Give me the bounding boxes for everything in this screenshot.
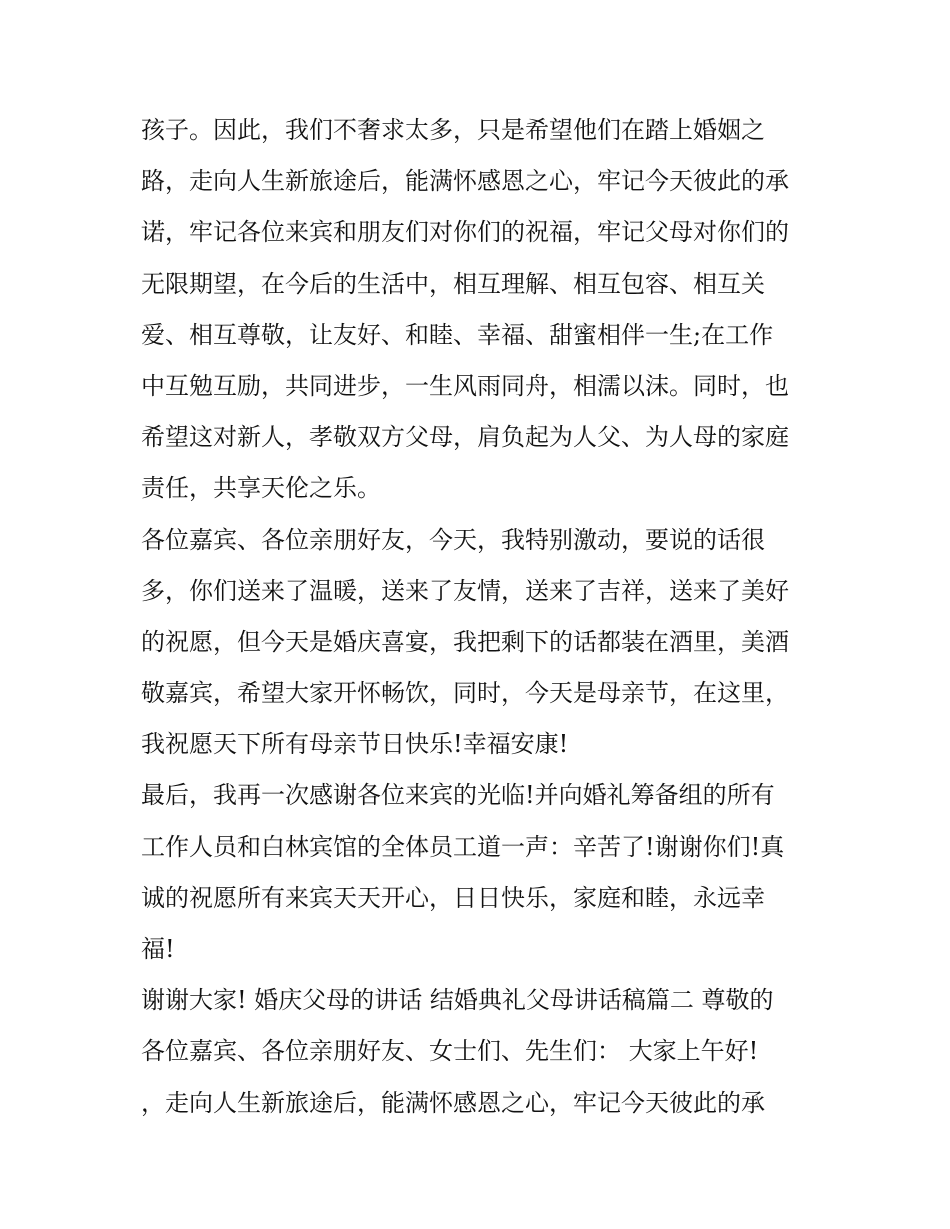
body-text (141, 105, 821, 1129)
text-line: 的祝愿，但今天是婚庆喜宴，我把剩下的话都装在酒里，美酒 (141, 627, 789, 656)
text-line: 多，你们送来了温暖，送来了友情，送来了吉祥，送来了美好 (141, 576, 789, 605)
text-line: 路，走向人生新旅途后，能满怀感恩之心，牢记今天彼此的承 (141, 167, 789, 196)
text-line: 我祝愿天下所有母亲节日快乐!幸福安康! (141, 730, 569, 759)
text-line: 中互勉互励，共同进步，一生风雨同舟，相濡以沫。同时，也 (141, 371, 789, 400)
text-line: ，走向人生新旅途后，能满怀感恩之心，牢记今天彼此的承 (141, 1088, 765, 1117)
text-line: 责任，共享天伦之乐。 (141, 474, 381, 503)
text-line: 爱、相互尊敬，让友好、和睦、幸福、甜蜜相伴一生;在工作 (141, 320, 774, 349)
text-line: 福! (141, 935, 175, 963)
text-line: 希望这对新人，孝敬双方父母，肩负起为人父、为人母的家庭 (141, 423, 789, 452)
text-line: 各位嘉宾、各位亲朋好友，今天，我特别激动，要说的话很 (141, 525, 765, 554)
text-line: 孩子。因此，我们不奢求太多，只是希望他们在踏上婚姻之 (141, 116, 765, 144)
text-line: 诚的祝愿所有来宾天天开心，日日快乐，家庭和睦，永远幸 (141, 883, 765, 912)
text-line: 各位嘉宾、各位亲朋好友、女士们、先生们： 大家上午好! (141, 1037, 759, 1066)
text-line: 诺，牢记各位来宾和朋友们对你们的祝福，牢记父母对你们的 (141, 218, 789, 247)
text-line: 最后，我再一次感谢各位来宾的光临!并向婚礼筹备组的所有 (141, 781, 775, 810)
text-line: 谢谢大家! 婚庆父母的讲话 结婚典礼父母讲话稿篇二 尊敬的 (141, 986, 774, 1015)
text-line: 工作人员和白林宾馆的全体员工道一声：辛苦了!谢谢你们!真 (141, 832, 785, 861)
text-line: 无限期望，在今后的生活中，相互理解、相互包容、相互关 (141, 269, 765, 298)
text-line: 敬嘉宾，希望大家开怀畅饮，同时，今天是母亲节，在这里， (141, 679, 789, 708)
